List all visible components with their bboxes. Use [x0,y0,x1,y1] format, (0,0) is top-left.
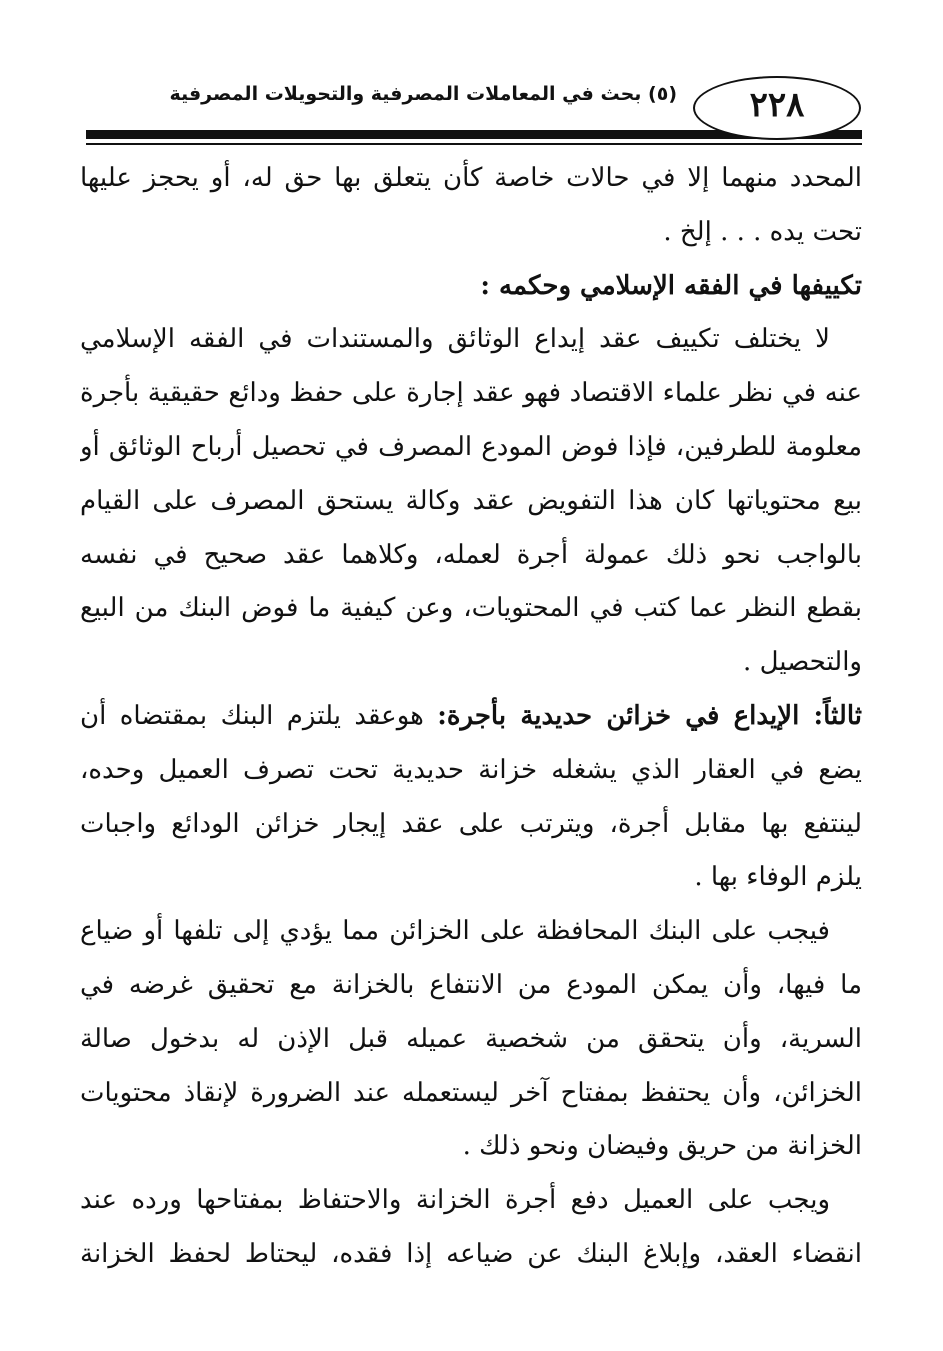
text-line: انقضاء العقد، وإبلاغ البنك عن ضياعه إذا فقده، ليحتاط لحفظ الخزانة [80,1238,862,1269]
text-line: بالواجب نحو ذلك عمولة أجرة لعمله، وكلاهما عقد صحيح في نفسه [80,539,862,570]
text-line: يضع في العقار الذي يشغله خزانة حديدية تحت تصرف العميل وحده، [80,754,862,785]
text-line: السرية، وأن يتحقق من شخصية عميله قبل الإذن له بدخول صالة [80,1023,862,1054]
text-line: ويجب على العميل دفع أجرة الخزانة والاحتفاظ بمفتاحها ورده عند [80,1185,830,1216]
inline-text: هوعقد يلتزم البنك بمقتضاه أن [80,700,438,731]
text-line: بيع محتوياتها كان هذا التفويض عقد وكالة يستحق المصرف على القيام [80,485,862,516]
text-line: تحت يده . . . إلخ . [663,216,862,247]
text-line-with-heading [80,690,862,744]
text-line: الخزائن، وأن يحتفظ بمفتاح آخر ليستعمله عند الضرورة لإنقاذ محتويات [80,1077,862,1108]
text-line: يلزم الوفاء بها . [694,862,862,893]
text-line: المحدد منهما إلا في حالات خاصة كأن يتعلق بها حق له، أو يحجز عليها [80,163,862,193]
text-line: لينتفع بها مقابل أجرة، ويترتب على عقد إيجار خزائن الودائع واجبات [80,808,862,839]
text-line: عنه في نظر علماء الاقتصاد فهو عقد إجارة على حفظ ودائع حقيقية بأجرة [80,378,862,409]
page-number-badge [693,76,861,140]
text-line: معلومة للطرفين، فإذا فوض المودع المصرف في تحصيل أرباح الوثائق أو [80,431,862,462]
text-line: فيجب على البنك المحافظة على الخزائن مما يؤدي إلى تلفها أو ضياع [80,916,830,947]
header-rule-thin [86,143,862,145]
text-line: ما فيها، وأن يمكن المودع من الانتفاع بالخزانة مع تحقيق غرضه في [80,969,862,1000]
section-heading: تكييفها في الفقه الإسلامي وحكمه : [480,270,862,301]
text-line: بقطع النظر عما كتب في المحتويات، وعن كيفية ما فوض البنك من البيع [80,593,862,624]
running-header-title: (٥) بحث في المعاملات المصرفية والتحويلات المصرفية [169,83,677,105]
text-line: الخزانة من حريق وفيضان ونحو ذلك . [462,1131,862,1162]
inline-heading: ثالثاً: الإيداع في خزائن حديدية بأجرة: [437,700,862,731]
text-line: لا يختلف تكييف عقد إيداع الوثائق والمستندات في الفقه الإسلامي [80,324,830,355]
text-line: والتحصيل . [743,647,862,678]
page-number: ٢٢٨ [749,85,805,125]
body-text [80,152,862,1282]
